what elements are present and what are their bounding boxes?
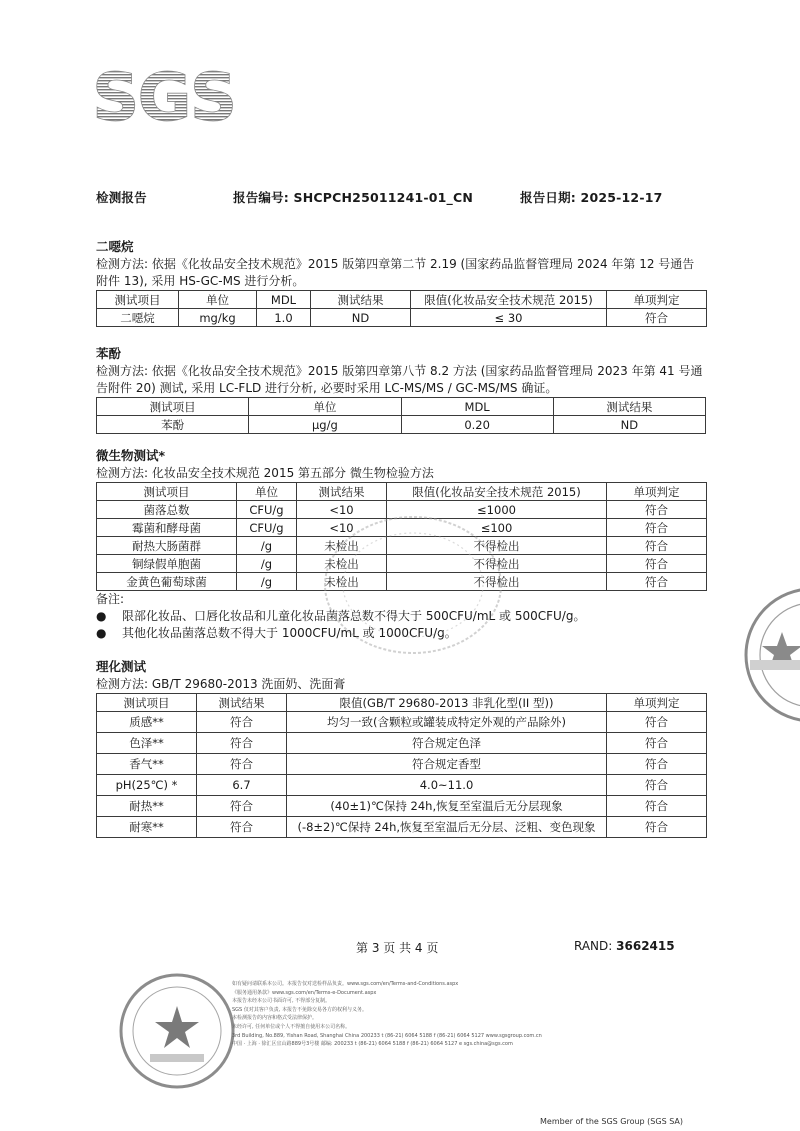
table-cell: 符合 (607, 796, 707, 817)
table-header-row (97, 694, 707, 712)
fine-print-line: SGS 仅对其客户负责, 本报告不免除交易各方的权利与义务。 (232, 1006, 367, 1013)
table-cell: 菌落总数 (97, 501, 237, 519)
sgs-logo (92, 59, 236, 136)
table-cell: 6.7 (197, 775, 287, 796)
table-cell: 未检出 (297, 537, 387, 555)
table-cell: 未检出 (297, 573, 387, 591)
table-cell: 符合 (197, 733, 287, 754)
table-header-row (97, 291, 707, 309)
fine-print-line: 未经许可, 任何单位或个人不得擅自使用本公司名称。 (232, 1023, 351, 1030)
table-cell: /g (237, 555, 297, 573)
table-header-cell: 限值(化妆品安全技术规范 2015) (387, 483, 607, 501)
table-cell: ≤1000 (387, 501, 607, 519)
table-header-cell: 限值(化妆品安全技术规范 2015) (411, 291, 607, 309)
table-cell: 耐寒** (97, 817, 197, 838)
table-cell: 苯酚 (97, 416, 249, 434)
micro-method: 检测方法: 化妆品安全技术规范 2015 第五部分 微生物检验方法 (96, 466, 434, 480)
table-cell: 霉菌和酵母菌 (97, 519, 237, 537)
table-cell: 符合 (607, 519, 707, 537)
table-header-cell: 测试项目 (97, 483, 237, 501)
side-seal-stamp (742, 580, 800, 730)
dioxane-table (96, 290, 707, 327)
dioxane-title: 二噁烷 (96, 239, 134, 254)
dioxane-section (96, 238, 706, 327)
table-cell: /g (237, 537, 297, 555)
physchem-method: 检测方法: GB/T 29680-2013 洗面奶、洗面膏 (96, 677, 346, 691)
bullet-icon: ● (96, 609, 107, 623)
table-header-row (97, 483, 707, 501)
table-cell: 金黄色葡萄球菌 (97, 573, 237, 591)
table-cell: ND (553, 416, 705, 434)
table-cell: CFU/g (237, 501, 297, 519)
table-header-cell: 单项判定 (607, 483, 707, 501)
table-cell: <10 (297, 519, 387, 537)
table-cell: 未检出 (297, 555, 387, 573)
table-cell: 符合 (607, 817, 707, 838)
micro-title: 微生物测试* (96, 448, 166, 463)
table-header-cell: 测试结果 (297, 483, 387, 501)
table-header-cell: 单位 (179, 291, 257, 309)
table-row (97, 416, 706, 434)
table-row (97, 712, 707, 733)
notes-label: 备注: (96, 592, 125, 606)
table-cell: 二噁烷 (97, 309, 179, 327)
table-row (97, 733, 707, 754)
table-cell: CFU/g (237, 519, 297, 537)
report-number: 报告编号: SHCPCH25011241-01_CN (233, 190, 474, 205)
table-cell: μg/g (249, 416, 401, 434)
table-cell: 不得检出 (387, 555, 607, 573)
company-seal-stamp (118, 972, 236, 1090)
table-header-cell: MDL (257, 291, 311, 309)
table-cell: 耐热** (97, 796, 197, 817)
fine-print-line: 《服务通用条款》www.sgs.com/en/Terms-e-Document.aspx (232, 989, 377, 996)
fine-print-line: 如有疑问请联系本公司。本报告仅对送检样品负责。www.sgs.com/en/Terms-and-Conditions.aspx (232, 981, 459, 987)
table-cell: 符合 (197, 817, 287, 838)
table-header-cell: 测试项目 (97, 398, 249, 416)
bullet-icon: ● (96, 626, 107, 640)
member-of-sgs: Member of the SGS Group (SGS SA) (540, 1117, 684, 1126)
table-header-row (97, 398, 706, 416)
table-header-cell: 单位 (237, 483, 297, 501)
table-cell: 符合 (607, 712, 707, 733)
table-header-cell: MDL (401, 398, 553, 416)
table-header-cell: 测试结果 (311, 291, 411, 309)
table-cell: 符合 (197, 754, 287, 775)
fine-print-line: 3rd Building, No.889, Yishan Road, Shanghai China 200233 t (86-21) 6064 5188 f (86-21) 6064 5127 www.sgsgroup.com.cn (232, 1032, 542, 1039)
rand-code (574, 939, 675, 953)
table-cell: 不得检出 (387, 537, 607, 555)
table-cell: 不得检出 (387, 573, 607, 591)
table-cell: 耐热大肠菌群 (97, 537, 237, 555)
table-cell: ND (311, 309, 411, 327)
table-header-cell: 单位 (249, 398, 401, 416)
table-cell: 铜绿假单胞菌 (97, 555, 237, 573)
note-text: 其他化妆品菌落总数不得大于 1000CFU/mL 或 1000CFU/g。 (122, 626, 457, 640)
table-cell: 质感** (97, 712, 197, 733)
table-cell: ≤100 (387, 519, 607, 537)
table-cell: 符合 (197, 796, 287, 817)
watermark-stamp (318, 510, 508, 660)
phenol-table (96, 397, 706, 434)
table-cell: 均匀一致(含颗粒或罐装成特定外观的产品除外) (287, 712, 607, 733)
table-row (97, 796, 707, 817)
table-cell: /g (237, 573, 297, 591)
table-row (97, 775, 707, 796)
phenol-section (96, 345, 706, 434)
table-cell: 符合 (607, 733, 707, 754)
fine-print-line: 本报告未经本公司书面许可, 不得部分复制。 (232, 998, 331, 1005)
table-cell: 符合 (607, 555, 707, 573)
table-header-cell: 单项判定 (607, 291, 707, 309)
note-text: 限部化妆品、口唇化妆品和儿童化妆品菌落总数不得大于 500CFU/mL 或 500CFU/g。 (122, 609, 586, 623)
table-cell: 符合 (607, 309, 707, 327)
fine-print-line: 中国 · 上海 · 徐汇区宜山路889号3号楼 邮编: 200233 t (86-21) 6064 5188 f (86-21) 6064 5127 e sgs.china@sgs.com (232, 1041, 513, 1048)
phenol-title: 苯酚 (96, 346, 122, 361)
dioxane-method: 检测方法: 依据《化妆品安全技术规范》2015 版第四章第二节 2.19 (国家药品监督管理局 2024 年第 12 号通告附件 13), 采用 HS-GC-MS 进行分析。 (96, 257, 695, 288)
table-header-cell: 限值(GB/T 29680-2013 非乳化型(II 型)) (287, 694, 607, 712)
physchem-table (96, 693, 707, 838)
table-cell: ≤ 30 (411, 309, 607, 327)
table-cell: 符合 (607, 775, 707, 796)
table-header-cell: 测试结果 (553, 398, 705, 416)
table-cell: 符合 (197, 712, 287, 733)
table-row (97, 817, 707, 838)
report-date: 报告日期: 2025-12-17 (520, 190, 663, 205)
table-header-cell: 测试项目 (97, 694, 197, 712)
physchem-section (96, 658, 706, 838)
table-row (97, 309, 707, 327)
table-cell: 色泽** (97, 733, 197, 754)
report-label: 检测报告 (96, 190, 147, 205)
table-cell: 符合 (607, 573, 707, 591)
table-row (97, 754, 707, 775)
fine-print-line: 本检测报告的内容和格式受法律保护。 (232, 1015, 318, 1022)
terms-fine-print (232, 980, 672, 1049)
physchem-title: 理化测试 (96, 659, 147, 674)
table-cell: (-8±2)℃保持 24h,恢复至室温后无分层、泛粗、变色现象 (287, 817, 607, 838)
table-cell: 香气** (97, 754, 197, 775)
table-cell: 4.0~11.0 (287, 775, 607, 796)
phenol-method: 检测方法: 依据《化妆品安全技术规范》2015 版第四章第八节 8.2 方法 (国家药品监督管理局 2023 年第 41 号通告附件 20) 测试, 采用 LC-FLD 进行分析, 必要时采用 LC-MS/MS / GC-MS/MS 确证。 (96, 364, 703, 395)
table-cell: <10 (297, 501, 387, 519)
table-cell: pH(25℃) * (97, 775, 197, 796)
svg-text:SGS: SGS (92, 59, 236, 136)
table-cell: (40±1)℃保持 24h,恢复至室温后无分层现象 (287, 796, 607, 817)
table-cell: 符合规定香型 (287, 754, 607, 775)
table-cell: 符合 (607, 754, 707, 775)
table-header-cell: 测试结果 (197, 694, 287, 712)
rand-label: RAND: (574, 939, 613, 953)
table-cell: mg/kg (179, 309, 257, 327)
table-cell: 符合 (607, 537, 707, 555)
table-cell: 符合 (607, 501, 707, 519)
page-number: 第 3 页 共 4 页 (356, 941, 439, 955)
table-header-cell: 测试项目 (97, 291, 179, 309)
table-cell: 符合规定色泽 (287, 733, 607, 754)
table-header-cell: 单项判定 (607, 694, 707, 712)
table-cell: 0.20 (401, 416, 553, 434)
rand-value: 3662415 (616, 939, 675, 953)
table-cell: 1.0 (257, 309, 311, 327)
